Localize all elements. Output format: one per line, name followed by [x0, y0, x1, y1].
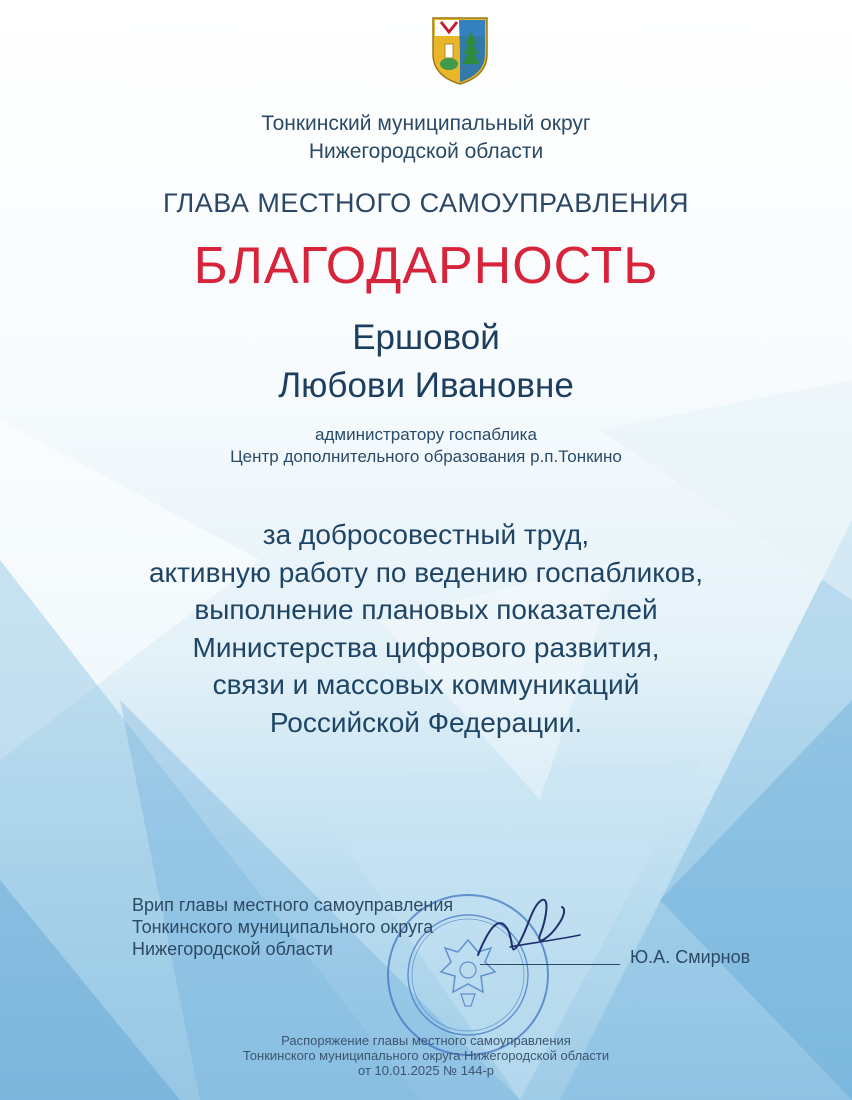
recipient-surname: Ершовой — [352, 318, 500, 357]
reason-line: Министерства цифрового развития, — [192, 631, 660, 663]
signature-icon — [470, 885, 590, 975]
reason-line: выполнение плановых показателей — [194, 594, 658, 625]
recipient-given-name: Любови Ивановне — [278, 366, 574, 405]
district-heading — [0, 110, 852, 166]
reason-line: активную работу по ведению госпабликов, — [148, 556, 704, 588]
recipient-name — [0, 314, 852, 410]
decree-reference — [0, 1033, 852, 1078]
recipient-position — [0, 424, 852, 468]
gratitude-title: БЛАГОДАРНОСТЬ — [193, 237, 659, 295]
reason-line: связи и массовых коммуникаций — [212, 669, 640, 700]
reason-line: Российской Федерации. — [269, 706, 583, 738]
decree-line-1: Распоряжение главы местного самоуправления — [281, 1033, 571, 1048]
signature-line — [480, 964, 620, 965]
district-line-1: Тонкинский муниципальный округ — [261, 112, 591, 135]
reason-text — [0, 516, 852, 741]
district-line-2: Нижегородской области — [308, 140, 544, 163]
signatory-line-2: Тонкинского муниципального округа — [132, 917, 434, 937]
head-title: ГЛАВА МЕСТНОГО САМОУПРАВЛЕНИЯ — [162, 188, 690, 218]
position-line-2: Центр дополнительного образования р.п.Тонкино — [230, 447, 622, 466]
position-line-1: администратору госпаблика — [315, 425, 537, 444]
signatory-title — [132, 894, 453, 960]
signatory-line-1: Врип главы местного самоуправления — [132, 895, 454, 915]
coat-of-arms-icon — [429, 14, 491, 86]
signer-name: Ю.А. Смирнов — [630, 947, 751, 967]
signatory-line-3: Нижегородской области — [132, 939, 333, 959]
decree-line-2: Тонкинского муниципального округа Нижегородской области — [242, 1048, 610, 1063]
decree-line-3: от 10.01.2025 № 144-р — [358, 1063, 494, 1078]
reason-line: за добросовестный труд, — [262, 519, 590, 550]
